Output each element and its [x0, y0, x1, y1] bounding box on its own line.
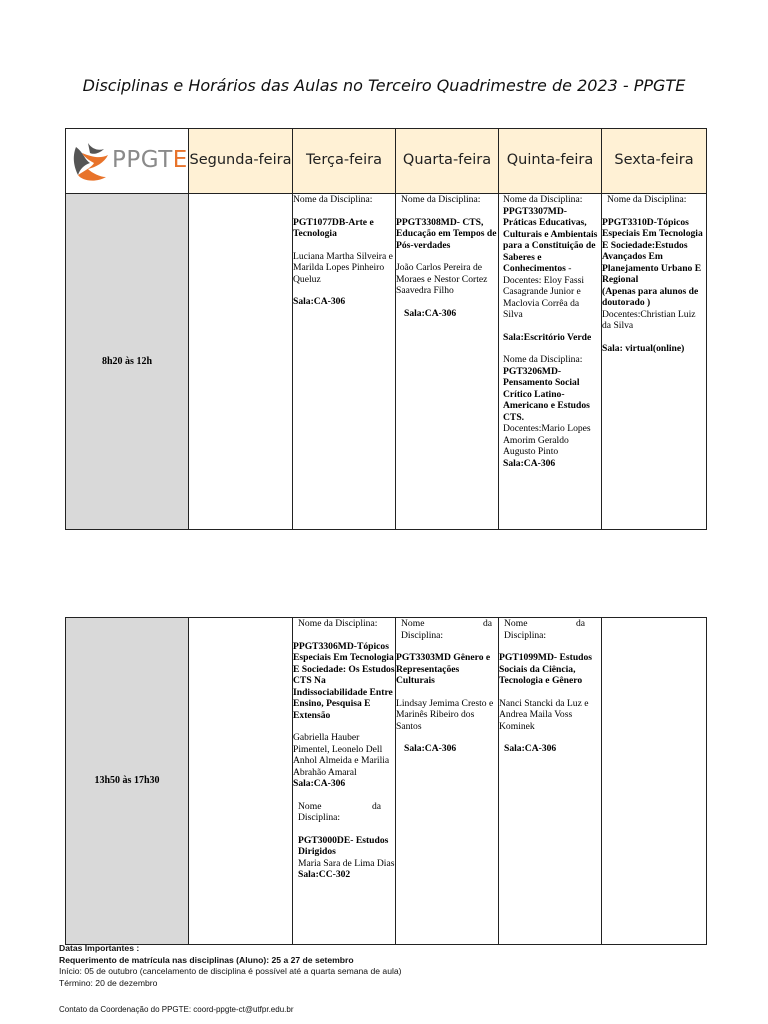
- course-label-a: Nome: [401, 618, 425, 629]
- ppgte-logo: [66, 139, 188, 183]
- course-teachers: Luciana Martha Silveira e Marilda Lopes Pinheiro Queluz: [293, 250, 393, 285]
- course-name-suffix: -: [565, 263, 572, 274]
- footer-enrollment: Requerimento de matrícula nas disciplinas (Aluno): 25 a 27 de setembro: [59, 954, 354, 965]
- course-name: PPGT3308MD- CTS, Educação em Tempos de Pós-verdades: [396, 216, 497, 251]
- day-header-terca: Terça-feira: [293, 129, 396, 194]
- cell-sexta-afternoon: [602, 618, 707, 945]
- course-teachers-2: Docentes:Mario Lopes Amorim Geraldo Augusto Pinto: [503, 423, 591, 457]
- course-room: Sala:CA-306: [404, 743, 457, 754]
- course-label-b: da: [575, 618, 585, 629]
- course-room: Sala:CA-306: [293, 296, 346, 307]
- course-room: Sala: virtual(online): [602, 342, 685, 354]
- course-name: PPGT3307MD- Práticas Educativas, Culturais e Ambientais para a Constituição de Saberes e Conhecimentos: [503, 205, 598, 274]
- header-row: [66, 129, 707, 194]
- day-header-quinta: Quinta-feira: [499, 129, 602, 194]
- course-teachers: João Carlos Pereira de Moraes e Nestor Cortez Saavedra Filho: [396, 262, 488, 296]
- logo-cell: [66, 129, 189, 194]
- course-label: Nome da Disciplina:: [607, 194, 687, 205]
- cell-terca-morning: [293, 194, 396, 530]
- morning-row: [66, 194, 707, 530]
- course-room: Sala:CA-306: [504, 743, 557, 754]
- cell-quinta-afternoon: [499, 618, 602, 945]
- course-label-c: Disciplina:: [401, 629, 444, 641]
- course-label-2: Nome da Disciplina:: [503, 354, 583, 365]
- course-label-a: Nome: [504, 618, 528, 629]
- course-teachers: Docentes:Christian Luiz da Silva: [602, 308, 696, 331]
- footer-contact: Contato da Coordenação do PPGTE: coord-ppgte-ct@utfpr.edu.br: [59, 1005, 294, 1014]
- course-name: PGT1077DB-Arte e Tecnologia: [293, 216, 374, 239]
- course-label: Nome da Disciplina:: [293, 194, 373, 205]
- course-name: PGT3303MD Gênero e Representações Culturais: [396, 652, 491, 686]
- course-note: (Apenas para alunos de doutorado ): [602, 285, 699, 308]
- cell-quinta-morning: [499, 194, 602, 530]
- day-header-sexta: Sexta-feira: [602, 129, 707, 194]
- day-header-quarta: Quarta-feira: [396, 129, 499, 194]
- course-name-2: PGT3206MD- Pensamento Social Crítico Latino-Americano e Estudos CTS.: [503, 365, 590, 423]
- course-label-2-a: Nome: [298, 800, 322, 812]
- logo-text: PPGT: [112, 147, 173, 174]
- course-label-b: da: [482, 618, 492, 629]
- course-name: PPGT3310D-Tópicos Especiais Em Tecnologia E Sociedade:Estudos Avançados Em Planejamento Urbano E Regional: [602, 216, 703, 285]
- course-teachers-2: Maria Sara de Lima Dias: [298, 857, 395, 869]
- cell-sexta-morning: [602, 194, 707, 530]
- schedule-table-morning: [65, 128, 707, 530]
- cell-segunda-afternoon: [189, 618, 293, 945]
- flame-icon: [70, 139, 110, 183]
- course-label: Nome da Disciplina:: [298, 618, 378, 629]
- course-teachers: Nanci Stancki da Luz e Andrea Maila Voss Kominek: [499, 697, 589, 732]
- course-room: Sala:CA-306: [404, 307, 457, 319]
- course-label-2-b: da: [371, 800, 381, 812]
- course-room: Sala:Escritório Verde: [503, 331, 592, 343]
- time-slot-morning: 8h20 às 12h: [66, 194, 189, 530]
- course-teachers: Docentes: Eloy Fassi Casagrande Junior e Maclovia Corrêa da Silva: [503, 274, 585, 320]
- cell-segunda-morning: [189, 194, 293, 530]
- course-room: Sala:CA-306: [293, 778, 346, 789]
- course-teachers: Lindsay Jemima Cresto e Marinês Ribeiro dos Santos: [396, 697, 494, 732]
- schedule-table-afternoon: [65, 617, 707, 945]
- course-room-2: Sala:CA-306: [503, 457, 556, 469]
- course-label-2-c: Disciplina:: [298, 812, 341, 823]
- course-label: Nome da Disciplina:: [503, 194, 583, 205]
- course-name: PGT1099MD- Estudos Sociais da Ciência, Tecnologia e Gênero: [499, 652, 593, 686]
- cell-quarta-morning: [396, 194, 499, 530]
- page-title: Disciplinas e Horários das Aulas no Terceiro Quadrimestre de 2023 - PPGTE: [82, 76, 686, 95]
- course-label: Nome da Disciplina:: [401, 194, 481, 205]
- afternoon-row: [66, 618, 707, 945]
- cell-terca-afternoon: [293, 618, 396, 945]
- cell-quarta-afternoon: [396, 618, 499, 945]
- logo-text-accent: E: [172, 147, 188, 174]
- footer-end: Término: 20 de dezembro: [59, 977, 158, 988]
- course-name-2: PGT3000DE- Estudos Dirigidos: [298, 834, 389, 857]
- course-teachers: Gabriella Hauber Pimentel, Leonelo Dell Anhol Almeida e Marilia Abrahão Amaral: [293, 732, 390, 778]
- course-name: PPGT3306MD-Tópicos Especiais Em Tecnologia E Sociedade: Os Estudos CTS Na Indissociabilidade Entre Ensino, Pesquisa E Extensão: [293, 640, 395, 721]
- course-room-2: Sala:CC-302: [298, 869, 351, 880]
- footer-start: Início: 05 de outubro (cancelamento de disciplina é possível até a quarta semana de aula): [59, 966, 402, 976]
- course-label-c: Disciplina:: [504, 629, 547, 641]
- day-header-segunda: Segunda-feira: [189, 129, 293, 194]
- time-slot-afternoon: 13h50 às 17h30: [66, 618, 189, 945]
- footer-heading: Datas Importantes :: [59, 943, 140, 953]
